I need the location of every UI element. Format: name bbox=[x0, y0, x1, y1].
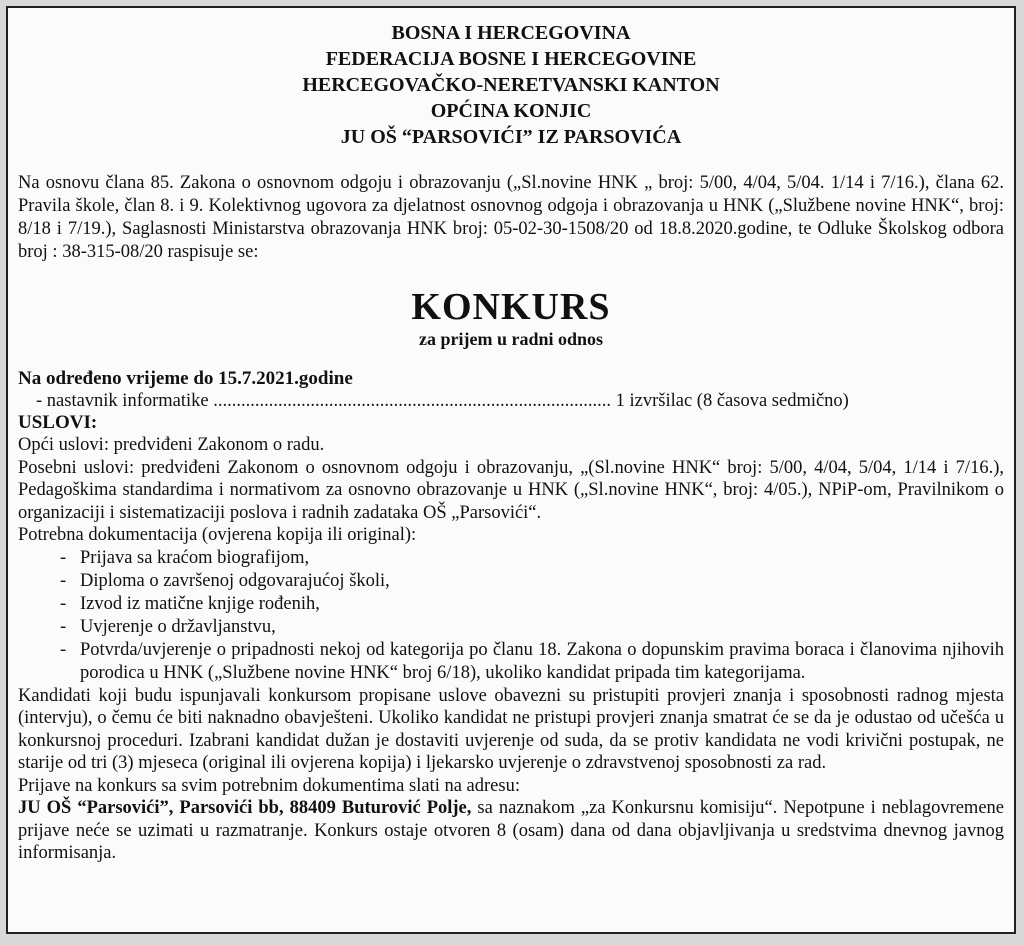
applications-paragraph bbox=[18, 797, 1004, 865]
school-address: JU OŠ “Parsovići”, Parsovići bb, 88409 Buturović Polje, bbox=[18, 798, 472, 818]
applications-intro: Prijave na konkurs sa svim potrebnim dokumentima slati na adresu: bbox=[18, 775, 520, 796]
list-item: - Uvjerenje o državljanstvu, bbox=[60, 616, 1004, 639]
list-item: - Izvod iz matične knjige rođenih, bbox=[60, 593, 1004, 616]
legal-basis-paragraph: Na osnovu člana 85. Zakona o osnovnom odgoju i obrazovanju („Sl.novine HNK „ broj: 5/00, 4/04, 5/04. 1/14 i 7/16.), člana 62. Pravila škole, član 8. i 9. Kolektivnog ugovora za djelatnost osnovnog odgoja i obrazovanja u HNK („Službene novine HNK“, broj: 8/18 i 7/19.), Saglasnosti Ministarstva obrazovanja HNK broj: 05-02-30-1508/20 od 18.8.2020.godine, te Odluke Školskog odbora broj : 38-315-08/20 raspisuje se: bbox=[18, 173, 1004, 262]
list-item: - Diploma o završenoj odgovarajućoj školi, bbox=[60, 570, 1004, 593]
header-federation: FEDERACIJA BOSNE I HERCEGOVINE bbox=[325, 48, 697, 70]
employment-term: Na određeno vrijeme do 15.7.2021.godine bbox=[18, 368, 353, 389]
header-country: BOSNA I HERCEGOVINA bbox=[391, 22, 631, 44]
list-item: - Prijava sa kraćom biografijom, bbox=[60, 547, 1004, 570]
position-name: - nastavnik informatike ...................................................................................... bbox=[36, 391, 611, 411]
position-count: 1 izvršilac (8 časova sedmično) bbox=[611, 391, 849, 411]
candidates-paragraph: Kandidati koji budu ispunjavali konkursom propisane uslove obavezni su pristupiti provjeri znanja i sposobnosti radnog mjesta (intervju), o čemu će biti naknadno obavješteni. Ukoliko kandidat ne pristupi provjeri znanja smatrat će se da je odustao od učešća u konkursnoj proceduri. Izabrani kandidat dužan je dostaviti uvjerenje od suda, da se protiv kandidata ne vodi krivični postupak, ne starije od tri (3) mjeseca (original ili ovjerena kopija) i ljekarsko uvjerenje o zdravstvenoj sposobnosti za rad. bbox=[18, 685, 1004, 773]
list-item: - Potvrda/uvjerenje o pripadnosti nekoj od kategorija po članu 18. Zakona o dopunskim pravima boraca i članovima njihovih porodica u HNK („Službene novine HNK“ broj 6/18), ukoliko kandidat pripada tim kategorijama. bbox=[60, 639, 1004, 685]
header-canton: HERCEGOVAČKO-NERETVANSKI KANTON bbox=[302, 74, 720, 96]
document-header bbox=[18, 20, 1004, 150]
conditions-heading: USLOVI: bbox=[18, 412, 98, 433]
position-line bbox=[18, 390, 1004, 412]
general-conditions: Opći uslovi: predviđeni Zakonom o radu. bbox=[18, 435, 325, 455]
documents-list bbox=[18, 547, 1004, 685]
documents-heading: Potrebna dokumentacija (ovjerena kopija ili original): bbox=[18, 525, 417, 545]
announcement-page bbox=[6, 6, 1016, 934]
header-municipality: OPĆINA KONJIC bbox=[430, 100, 592, 122]
header-school: JU OŠ “PARSOVIĆI” IZ PARSOVIĆA bbox=[340, 126, 682, 148]
document-subtitle: za prijem u radni odnos bbox=[418, 329, 604, 349]
document-title: KONKURS bbox=[411, 286, 611, 328]
closing-text: sa naznakom „za Konkursnu komisiju“. Nepotpune i neblagovremene prijave neće se uzimati u razmatranje. Konkurs ostaje otvoren 8 (osam) dana od dana objavljivanja u sredstvima dnevnog javnog informisanja. bbox=[18, 798, 1004, 863]
special-conditions: Posebni uslovi: predviđeni Zakonom o osnovnom odgoju i obrazovanju, „(Sl.novine HNK“ broj: 5/00, 4/04, 5/04, 1/14 i 7/16.), Pedagoškima standardima i normativom za osnovno obrazovanje u HNK („Sl.novine HNK“, broj: 4/05.), NPiP-om, Pravilnikom o organizaciji i sistematizaciji poslova i radnih zadataka OŠ „Parsovići“. bbox=[18, 457, 1004, 523]
